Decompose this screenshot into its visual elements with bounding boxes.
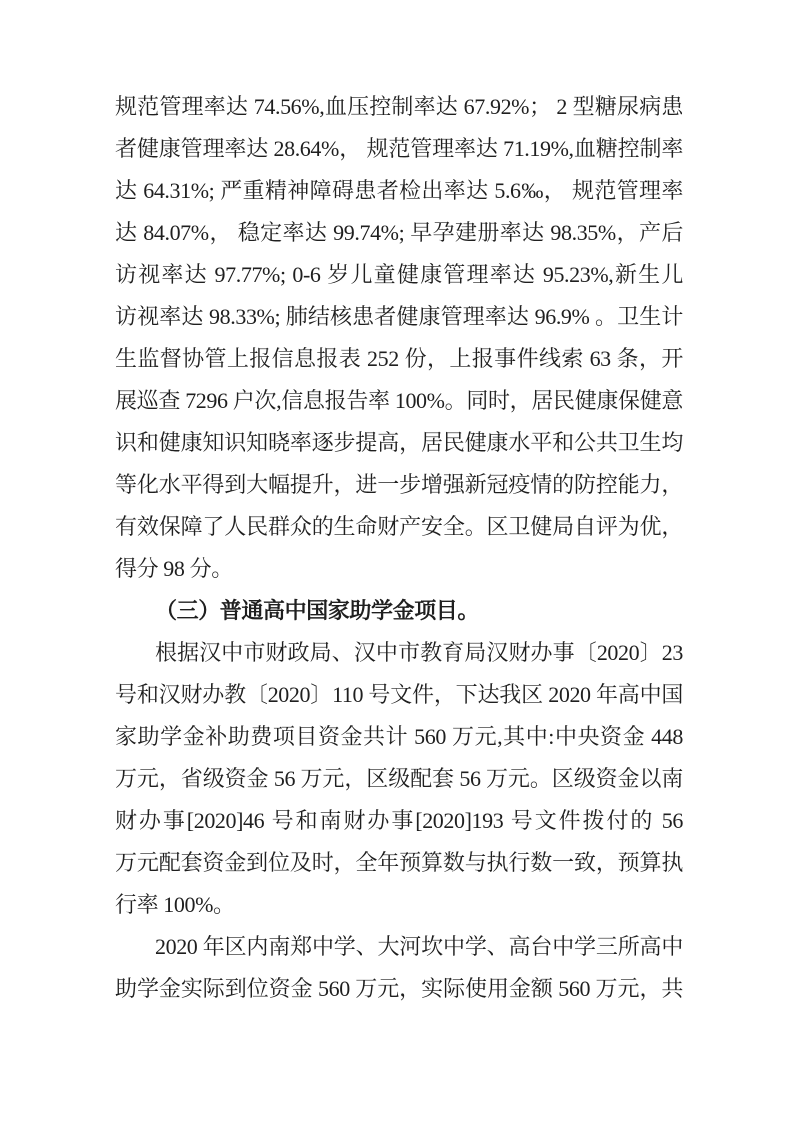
body-text-line: 等化水平得到大幅提升，进一步增强新冠疫情的防控能力， bbox=[115, 472, 683, 497]
body-text-line: 有效保障了人民群众的生命财产安全。区卫健局自评为优， bbox=[115, 514, 683, 539]
body-text-line: 展巡查 7296 户次,信息报告率 100%。同时，居民健康保健意 bbox=[115, 388, 683, 413]
section-heading: （三）普通高中国家助学金项目。 bbox=[155, 598, 480, 623]
body-text-line: 2020 年区内南郑中学、大河坎中学、高台中学三所高中 bbox=[155, 934, 683, 959]
body-text-line: 者健康管理率达 28.64%， 规范管理率达 71.19%,血糖控制率 bbox=[115, 136, 683, 161]
body-text-line: 访视率达 98.33%; 肺结核患者健康管理率达 96.9% 。卫生计 bbox=[115, 304, 683, 329]
body-text-line: 生监督协管上报信息报表 252 份，上报事件线索 63 条，开 bbox=[115, 346, 683, 371]
body-text-line: 财办事[2020]46 号和南财办事[2020]193 号文件拨付的 56 bbox=[115, 808, 683, 833]
body-text-line: 识和健康知识知晓率逐步提高，居民健康水平和公共卫生均 bbox=[115, 430, 683, 455]
body-text-line: 达 84.07%， 稳定率达 99.74%; 早孕建册率达 98.35%，产后 bbox=[115, 220, 683, 245]
body-text-line: 得分 98 分。 bbox=[115, 556, 233, 581]
body-text-line: 根据汉中市财政局、汉中市教育局汉财办事〔2020〕23 bbox=[155, 640, 683, 665]
body-text-line: 达 64.31%; 严重精神障碍患者检出率达 5.6‰， 规范管理率 bbox=[115, 178, 683, 203]
body-text-line: 规范管理率达 74.56%,血压控制率达 67.92%； 2 型糖尿病患 bbox=[115, 94, 683, 119]
body-text-line: 万元，省级资金 56 万元，区级配套 56 万元。区级资金以南 bbox=[115, 766, 683, 791]
document-text-block bbox=[115, 86, 683, 1010]
body-text-line: 号和汉财办教〔2020〕110 号文件，下达我区 2020 年高中国 bbox=[115, 682, 683, 707]
body-text-line: 家助学金补助费项目资金共计 560 万元,其中:中央资金 448 bbox=[115, 724, 683, 749]
body-text-line: 助学金实际到位资金 560 万元，实际使用金额 560 万元，共 bbox=[115, 976, 683, 1001]
body-text-line: 访视率达 97.77%; 0-6 岁儿童健康管理率达 95.23%,新生儿 bbox=[115, 262, 683, 287]
body-text-line: 万元配套资金到位及时，全年预算数与执行数一致，预算执 bbox=[115, 850, 683, 875]
body-text-line: 行率 100%。 bbox=[115, 892, 235, 917]
